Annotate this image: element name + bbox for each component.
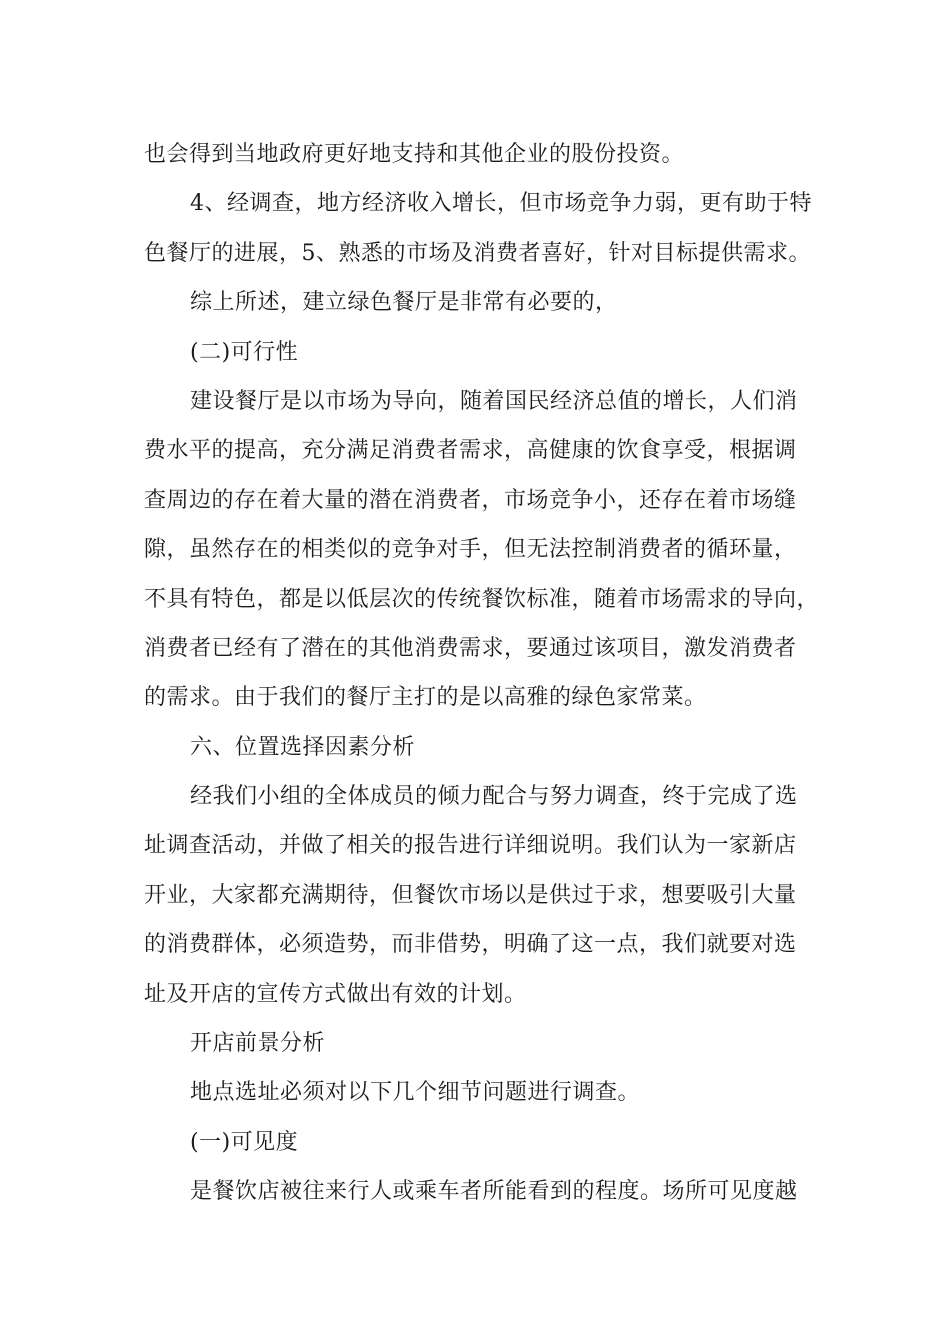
text-line: 址及开店的宣传方式做出有效的计划。: [144, 981, 527, 1007]
text-line: 消费者已经有了潜在的其他消费需求，要通过该项目，激发消费者: [144, 635, 797, 661]
text-line: 色餐厅的进展，5、熟悉的市场及消费者喜好，针对目标提供需求。: [144, 240, 811, 266]
text-line: 是餐饮店被往来行人或乘车者所能看到的程度。场所可见度越: [190, 1179, 798, 1205]
text-line: 不具有特色，都是以低层次的传统餐饮标准，随着市场需求的导向，: [144, 586, 820, 612]
body-text: [144, 130, 820, 1217]
text-line: 六、位置选择因素分析: [190, 734, 416, 760]
text-line: 地点选址必须对以下几个细节问题进行调查。: [190, 1080, 641, 1106]
text-line: 的需求。由于我们的餐厅主打的是以高雅的绿色家常菜。: [144, 685, 707, 711]
text-line: 隙，虽然存在的相类似的竞争对手，但无法控制消费者的循环量，: [144, 537, 797, 563]
text-line: 查周边的存在着大量的潜在消费者，市场竞争小，还存在着市场缝: [144, 487, 797, 513]
text-line: (一)可见度: [190, 1129, 299, 1155]
text-line: 也会得到当地政府更好地支持和其他企业的股份投资。: [144, 142, 685, 167]
text-line: 综上所述，建立绿色餐厅是非常有必要的，: [190, 290, 618, 316]
text-line: 开店前景分析: [190, 1031, 326, 1057]
text-line: 费水平的提高，充分满足消费者需求，高健康的饮食享受，根据调: [144, 438, 797, 464]
text-line: 开业，大家都充满期待，但餐饮市场以是供过于求，想要吸引大量: [144, 882, 797, 908]
text-line: 建设餐厅是以市场为导向，随着国民经济总值的增长，人们消: [190, 388, 798, 414]
text-line: 址调查活动，并做了相关的报告进行详细说明。我们认为一家新店: [144, 833, 797, 859]
text-line: 经我们小组的全体成员的倾力配合与努力调查，终于完成了选: [190, 784, 798, 810]
text-line: 4、经调查，地方经济收入增长，但市场竞争力弱，更有助于特: [190, 191, 812, 217]
text-line: (二)可行性: [190, 339, 299, 365]
text-line: 的消费群体，必须造势，而非借势，明确了这一点，我们就要对选: [144, 932, 797, 958]
